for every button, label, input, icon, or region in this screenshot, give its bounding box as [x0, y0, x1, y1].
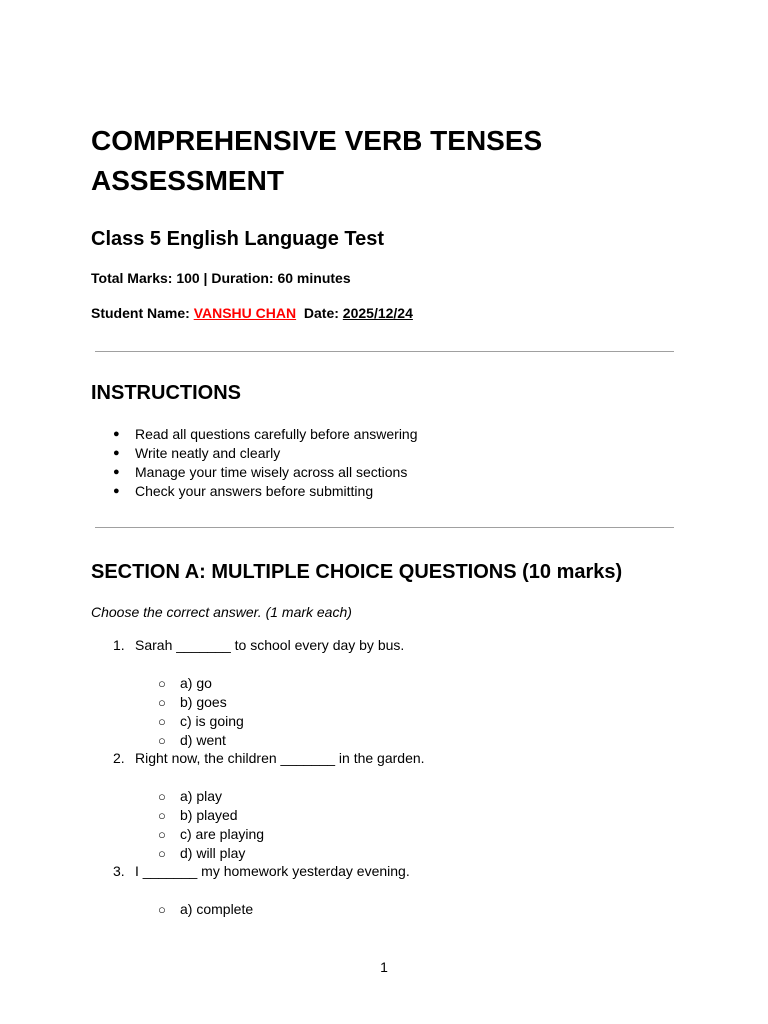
section-a-note: Choose the correct answer. (1 mark each) [91, 604, 352, 620]
circle-bullet-icon: ○ [158, 733, 166, 748]
section-a-heading: SECTION A: MULTIPLE CHOICE QUESTIONS (10 marks) [91, 561, 623, 583]
question-number: 2. [113, 750, 125, 766]
instructions-heading: INSTRUCTIONS [91, 382, 241, 404]
option-text: c) are playing [180, 826, 265, 842]
marks-duration: Total Marks: 100 | Duration: 60 minutes [91, 270, 351, 286]
answer-option [91, 806, 491, 825]
option-text: d) will play [180, 845, 246, 861]
answer-option [91, 693, 491, 712]
student-name-value: VANSHU CHAN [193, 305, 297, 321]
option-text: d) went [180, 732, 226, 748]
bullet-icon: ● [113, 447, 120, 459]
horizontal-divider [95, 351, 674, 352]
question-text: Sarah _______ to school every day by bus. [135, 637, 405, 653]
answer-option [91, 712, 491, 731]
instruction-text: Write neatly and clearly [135, 445, 281, 461]
bullet-icon: ● [113, 485, 120, 497]
option-text: a) play [180, 788, 223, 804]
option-text: a) go [180, 675, 212, 691]
answer-option [91, 825, 491, 844]
date-label: Date: [303, 305, 339, 321]
circle-bullet-icon: ○ [158, 695, 166, 710]
instructions-list [91, 425, 418, 501]
date-value: 2025/12/24 [342, 305, 413, 321]
page-number: 1 [380, 959, 388, 975]
question-number: 1. [113, 637, 125, 653]
circle-bullet-icon: ○ [158, 714, 166, 729]
answer-option [91, 674, 491, 693]
circle-bullet-icon: ○ [158, 846, 166, 861]
circle-bullet-icon: ○ [158, 808, 166, 823]
bullet-icon: ● [113, 466, 120, 478]
student-info-line [91, 304, 413, 322]
instruction-text: Check your answers before submitting [135, 483, 374, 499]
answer-option [91, 900, 491, 919]
list-item [91, 463, 418, 482]
answer-option [91, 731, 491, 750]
option-text: b) goes [180, 694, 227, 710]
option-text: c) is going [180, 713, 244, 729]
document-title: COMPREHENSIVE VERB TENSES ASSESSMENT [91, 125, 543, 196]
option-text: b) played [180, 807, 238, 823]
answer-option [91, 787, 491, 806]
student-name-label: Student Name: [91, 305, 190, 321]
circle-bullet-icon: ○ [158, 789, 166, 804]
bullet-icon: ● [113, 428, 120, 440]
question-2 [91, 749, 651, 768]
circle-bullet-icon: ○ [158, 676, 166, 691]
question-text: I _______ my homework yesterday evening. [135, 863, 410, 879]
circle-bullet-icon: ○ [158, 827, 166, 842]
instruction-text: Manage your time wisely across all sections [135, 464, 408, 480]
answer-option [91, 844, 491, 863]
circle-bullet-icon: ○ [158, 902, 166, 917]
question-3 [91, 862, 651, 881]
horizontal-divider [95, 527, 674, 528]
question-number: 3. [113, 863, 125, 879]
question-1 [91, 636, 651, 655]
instruction-text: Read all questions carefully before answering [135, 426, 418, 442]
document-subtitle: Class 5 English Language Test [91, 228, 385, 250]
list-item [91, 482, 418, 501]
list-item [91, 425, 418, 444]
option-text: a) complete [180, 901, 254, 917]
question-text: Right now, the children _______ in the garden. [135, 750, 425, 766]
list-item [91, 444, 418, 463]
